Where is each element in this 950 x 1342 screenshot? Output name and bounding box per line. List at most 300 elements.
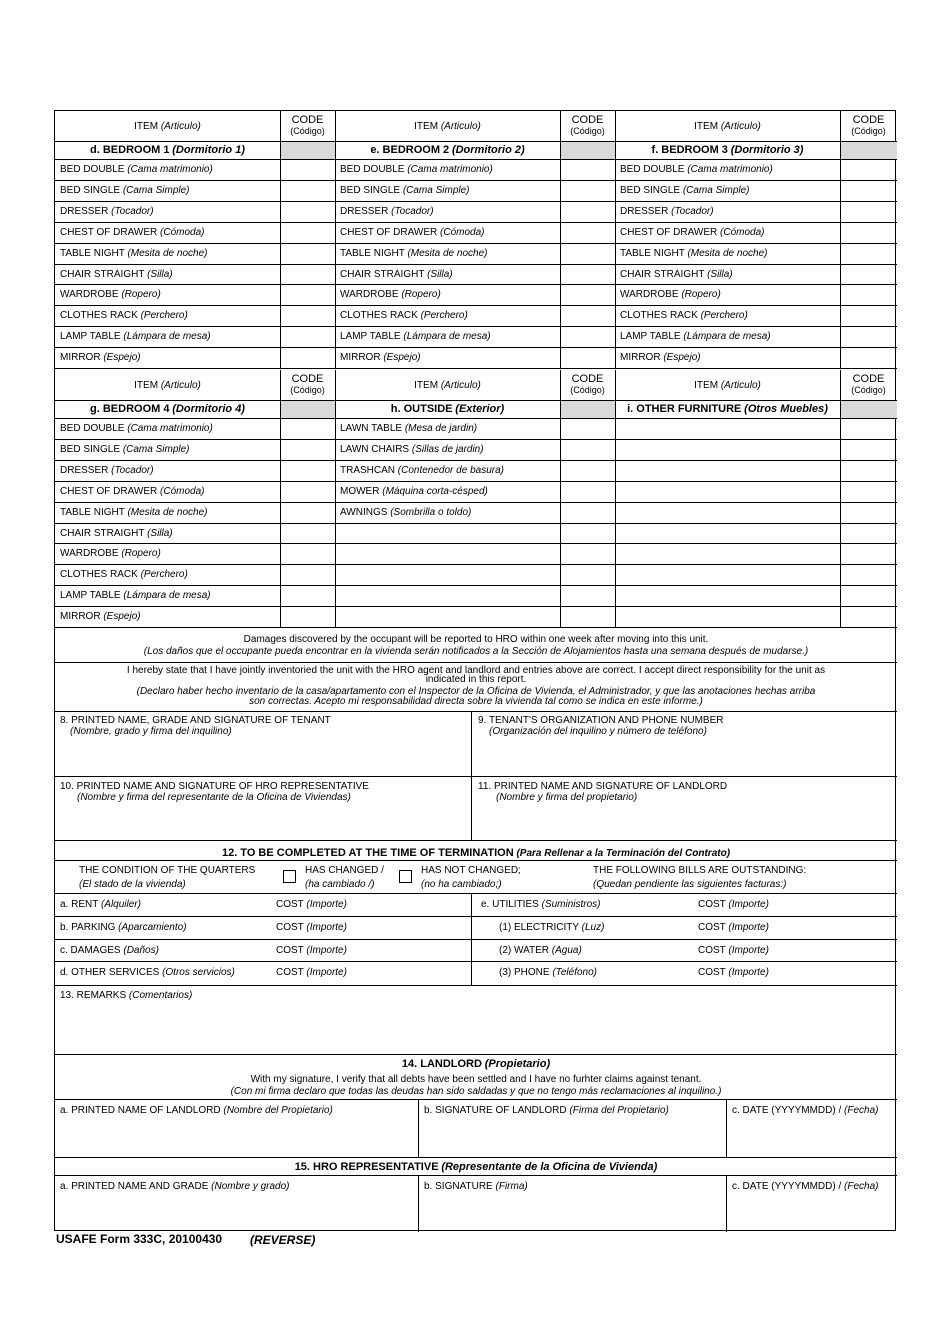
code-input[interactable] bbox=[562, 266, 613, 283]
code-input[interactable] bbox=[842, 349, 895, 366]
landlord-date-label-es: (Fecha) bbox=[844, 1105, 879, 1116]
rule bbox=[55, 893, 897, 894]
item-name: CLOTHES RACK bbox=[60, 569, 138, 581]
has-changed-checkbox[interactable] bbox=[283, 870, 296, 883]
rule bbox=[335, 370, 336, 627]
item-name-es: (Espejo) bbox=[103, 352, 141, 364]
inventory-item bbox=[340, 310, 468, 322]
item-column-header bbox=[55, 121, 280, 133]
landlord-signature-field[interactable] bbox=[475, 805, 893, 839]
rule bbox=[55, 916, 897, 917]
inventory-form bbox=[54, 110, 896, 1231]
inventory-item bbox=[60, 590, 211, 602]
rule bbox=[55, 400, 897, 401]
shaded-cell bbox=[281, 401, 335, 418]
code-input[interactable] bbox=[282, 224, 333, 241]
landlord-signature-field[interactable] bbox=[421, 1119, 723, 1155]
item-name: TABLE NIGHT bbox=[60, 247, 125, 259]
item-name: WARDROBE bbox=[60, 289, 119, 301]
item-name: CLOTHES RACK bbox=[340, 310, 418, 322]
inventory-item bbox=[340, 164, 493, 176]
hro-date-label: c. DATE (YYYYMMDD) / bbox=[732, 1181, 842, 1192]
code-input[interactable] bbox=[562, 203, 613, 220]
rule bbox=[840, 111, 841, 368]
tenant-organization-label: 9. TENANT'S ORGANIZATION AND PHONE NUMBER bbox=[478, 715, 724, 726]
code-input[interactable] bbox=[282, 420, 333, 437]
item-name-es: (Perchero) bbox=[140, 310, 188, 322]
code-input[interactable] bbox=[562, 224, 613, 241]
code-input[interactable] bbox=[562, 161, 613, 178]
code-label-es: (Código) bbox=[570, 126, 605, 136]
code-input[interactable] bbox=[562, 483, 613, 500]
code-input[interactable] bbox=[562, 349, 613, 366]
utility-item-es: (Agua) bbox=[551, 945, 582, 956]
rule bbox=[615, 111, 616, 368]
hro-date-label-es: (Fecha) bbox=[844, 1181, 879, 1192]
item-name: CHEST OF DRAWER bbox=[60, 485, 158, 497]
code-input[interactable] bbox=[282, 545, 333, 562]
code-input[interactable] bbox=[282, 161, 333, 178]
item-header-es: (Articulo) bbox=[720, 121, 761, 132]
code-input[interactable] bbox=[562, 545, 613, 562]
cost-input-right[interactable] bbox=[775, 963, 893, 981]
code-label-es: (Código) bbox=[851, 126, 886, 136]
code-input[interactable] bbox=[562, 307, 613, 324]
rule bbox=[55, 418, 897, 419]
item-name: MIRROR bbox=[60, 352, 101, 364]
item-column-header bbox=[615, 121, 840, 133]
landlord-signature-header bbox=[424, 1105, 669, 1117]
section-title-es: (Exterior) bbox=[455, 403, 505, 415]
code-input[interactable] bbox=[562, 286, 613, 303]
code-input[interactable] bbox=[562, 420, 613, 437]
item-name-es: (Lámpara de mesa) bbox=[123, 590, 211, 602]
code-column-header bbox=[560, 374, 615, 396]
item-name: DRESSER bbox=[60, 205, 109, 217]
landlord-statement-es: (Con mi firma declaro que todas las deudas han sido saldadas y que no tengo más reclamaciones al inquilino.) bbox=[230, 1086, 722, 1097]
hro-sig-label: b. SIGNATURE bbox=[424, 1181, 493, 1192]
inventory-item bbox=[340, 269, 453, 281]
cost-label: COST bbox=[698, 899, 726, 910]
item-name: CLOTHES RACK bbox=[620, 310, 698, 322]
item-header: ITEM bbox=[134, 121, 159, 132]
termination-title-es: (Para Rellenar a la Terminación del Contrato) bbox=[516, 848, 731, 859]
item-name-es: (Silla) bbox=[147, 527, 173, 539]
code-input[interactable] bbox=[842, 566, 895, 583]
code-input[interactable] bbox=[282, 504, 333, 521]
item-name-es: (Mesa de jardin) bbox=[404, 423, 478, 434]
rule bbox=[560, 370, 561, 627]
item-name-es: (Cama matrimonio) bbox=[687, 164, 773, 175]
cost-field-right bbox=[698, 945, 769, 957]
inventory-item bbox=[620, 206, 714, 218]
bill-row-left bbox=[60, 945, 159, 957]
cost-label: COST bbox=[698, 922, 726, 933]
landlord-sig-label-es: (Firma del Propietario) bbox=[569, 1105, 669, 1116]
code-input[interactable] bbox=[842, 545, 895, 562]
code-input[interactable] bbox=[842, 328, 895, 345]
tenant-signature-field[interactable] bbox=[57, 739, 467, 775]
code-input[interactable] bbox=[282, 182, 333, 199]
inventory-item bbox=[340, 444, 484, 456]
code-label: CODE bbox=[571, 114, 604, 126]
item-name-es: (Ropero) bbox=[401, 289, 441, 301]
hro-name-field[interactable] bbox=[57, 1195, 415, 1229]
inventory-item bbox=[620, 227, 764, 239]
rule bbox=[55, 627, 897, 628]
rule bbox=[55, 305, 897, 306]
section-title-es: (Dormitorio 3) bbox=[730, 144, 804, 156]
item-name-es: (Cómoda) bbox=[160, 226, 205, 238]
rule bbox=[55, 201, 897, 202]
item-name: LAMP TABLE bbox=[60, 331, 121, 343]
utility-item: (3) PHONE bbox=[499, 967, 550, 978]
code-input[interactable] bbox=[842, 608, 895, 625]
section-title: f. BEDROOM 3 bbox=[651, 144, 728, 156]
rule bbox=[55, 860, 897, 861]
hro-sig-label-es: (Firma) bbox=[495, 1181, 528, 1192]
inventory-item bbox=[620, 185, 750, 197]
rule bbox=[55, 543, 897, 544]
landlord-name-label: a. PRINTED NAME OF LANDLORD bbox=[60, 1105, 221, 1116]
item-name-es: (Silla) bbox=[707, 268, 733, 280]
item-header-es: (Articulo) bbox=[160, 121, 201, 132]
item-column-header bbox=[335, 380, 560, 392]
item-name-es: (Espejo) bbox=[663, 352, 701, 364]
item-header: ITEM bbox=[694, 380, 719, 391]
remarks-field[interactable] bbox=[57, 1005, 893, 1053]
inventory-item bbox=[620, 269, 733, 281]
rule bbox=[55, 961, 897, 962]
has-changed-label: HAS CHANGED / bbox=[305, 865, 384, 876]
item-name: BED DOUBLE bbox=[340, 164, 405, 175]
bill-item-es: (Otros servicios) bbox=[162, 967, 235, 978]
code-input[interactable] bbox=[842, 224, 895, 241]
rule bbox=[55, 606, 897, 607]
cost-label: COST bbox=[276, 899, 304, 910]
code-input[interactable] bbox=[282, 566, 333, 583]
rule bbox=[335, 111, 336, 368]
bill-row-right bbox=[499, 922, 604, 934]
bill-item-es: (Aparcamiento) bbox=[118, 922, 187, 933]
code-input[interactable] bbox=[842, 441, 895, 458]
item-column-header bbox=[615, 380, 840, 392]
cost-label-es: (Importe) bbox=[728, 922, 769, 933]
rule bbox=[55, 368, 897, 369]
item-column-header bbox=[55, 380, 280, 392]
statement-text-es: (Declaro haber hecho inventario de la casa/apartamento con el Inspector de la Oficina de Vivienda, el Administrador, y que las anotaciones hechas arriba bbox=[136, 686, 816, 697]
cost-input-left[interactable] bbox=[355, 963, 465, 981]
cost-label-es: (Importe) bbox=[728, 899, 769, 910]
cost-field-left bbox=[276, 899, 347, 911]
landlord-signature-label: 11. PRINTED NAME AND SIGNATURE OF LANDLORD bbox=[478, 781, 728, 792]
landlord-name-field[interactable] bbox=[57, 1119, 415, 1155]
rule bbox=[55, 159, 897, 160]
code-input[interactable] bbox=[842, 525, 895, 542]
cost-field-left bbox=[276, 922, 347, 934]
has-not-changed-checkbox[interactable] bbox=[399, 870, 412, 883]
inventory-item bbox=[340, 331, 491, 343]
damages-text-es: (Los daños que el occupante pueda encontrar en la vivienda serán notificados a la Sección de Alojamientos hasta una semana después de mudarse.) bbox=[143, 646, 809, 657]
code-input[interactable] bbox=[562, 587, 613, 604]
code-column-header bbox=[280, 374, 335, 396]
bills-label: THE FOLLOWING BILLS ARE OUTSTANDING: bbox=[593, 865, 807, 876]
item-name: BED DOUBLE bbox=[60, 164, 125, 175]
item-name: CHAIR STRAIGHT bbox=[620, 268, 705, 280]
item-name: TABLE NIGHT bbox=[60, 506, 125, 518]
item-name: WARDROBE bbox=[60, 548, 119, 560]
rule bbox=[55, 662, 897, 663]
code-input[interactable] bbox=[842, 483, 895, 500]
inventory-item bbox=[340, 465, 504, 477]
termination-title: 12. TO BE COMPLETED AT THE TIME OF TERMINATION bbox=[221, 847, 514, 859]
code-input[interactable] bbox=[562, 182, 613, 199]
shaded-cell bbox=[561, 142, 615, 159]
section-title-es: (Dormitorio 2) bbox=[451, 144, 525, 156]
hro-rep-signature-field[interactable] bbox=[421, 1195, 723, 1229]
section-title: i. OTHER FURNITURE bbox=[627, 403, 742, 415]
bill-item-es: (Daños) bbox=[123, 945, 159, 956]
item-header-es: (Articulo) bbox=[440, 121, 481, 132]
code-input[interactable] bbox=[562, 441, 613, 458]
item-name: LAMP TABLE bbox=[60, 590, 121, 602]
inventory-item bbox=[60, 185, 190, 197]
inventory-item bbox=[60, 528, 173, 540]
code-input[interactable] bbox=[282, 483, 333, 500]
code-input[interactable] bbox=[562, 525, 613, 542]
cost-input-left[interactable] bbox=[355, 941, 465, 959]
cost-input-right[interactable] bbox=[775, 918, 893, 936]
section-title-row bbox=[335, 144, 560, 157]
cost-label-es: (Importe) bbox=[728, 945, 769, 956]
item-header: ITEM bbox=[414, 380, 439, 391]
code-label-es: (Código) bbox=[290, 126, 325, 136]
form-reverse-label: (REVERSE) bbox=[250, 1233, 316, 1247]
item-name-es: (Mesita de noche) bbox=[687, 247, 768, 259]
code-input[interactable] bbox=[842, 203, 895, 220]
code-column-header bbox=[840, 374, 897, 396]
item-name-es: (Sombrilla o toldo) bbox=[390, 506, 472, 518]
cost-label-es: (Importe) bbox=[306, 922, 347, 933]
remarks-header bbox=[60, 990, 192, 1002]
code-label: CODE bbox=[291, 114, 324, 126]
code-input[interactable] bbox=[282, 286, 333, 303]
code-input[interactable] bbox=[842, 266, 895, 283]
code-input[interactable] bbox=[282, 441, 333, 458]
bill-row-right bbox=[481, 899, 600, 911]
code-input[interactable] bbox=[282, 328, 333, 345]
rule bbox=[55, 1157, 897, 1158]
item-name-es: (Tocador) bbox=[111, 464, 154, 476]
remarks-label: 13. REMARKS bbox=[60, 990, 127, 1001]
section-title-row bbox=[55, 144, 280, 157]
rule bbox=[55, 347, 897, 348]
item-name: CHEST OF DRAWER bbox=[60, 226, 158, 238]
cost-input-left[interactable] bbox=[355, 918, 465, 936]
hro-signature-label-es: (Nombre y firma del representante de la Oficina de Viviendas) bbox=[77, 792, 351, 803]
condition-label-es: (El stado de la vivienda) bbox=[79, 879, 186, 890]
has-not-changed-label: HAS NOT CHANGED; bbox=[421, 865, 521, 876]
code-input[interactable] bbox=[282, 587, 333, 604]
bill-item: b. PARKING bbox=[60, 922, 116, 933]
inventory-item bbox=[620, 310, 748, 322]
rule bbox=[280, 370, 281, 627]
item-name: MIRROR bbox=[340, 352, 381, 364]
code-input[interactable] bbox=[562, 504, 613, 521]
code-input[interactable] bbox=[282, 349, 333, 366]
item-name: CLOTHES RACK bbox=[60, 310, 138, 322]
tenant-signature-label-es: (Nombre, grado y firma del inquilino) bbox=[70, 726, 232, 737]
item-name: DRESSER bbox=[60, 464, 109, 476]
code-label-es: (Código) bbox=[290, 385, 325, 395]
item-name-es: (Sillas de jardin) bbox=[411, 443, 484, 455]
inventory-item bbox=[620, 164, 773, 176]
item-name-es: (Cama Simple) bbox=[122, 184, 190, 196]
section-title: h. OUTSIDE bbox=[390, 403, 453, 415]
inventory-item bbox=[60, 331, 211, 343]
item-name-es: (Tocador) bbox=[671, 205, 714, 217]
cost-input-right[interactable] bbox=[775, 941, 893, 959]
section-title-row bbox=[335, 403, 560, 416]
code-input[interactable] bbox=[842, 307, 895, 324]
inventory-item bbox=[60, 423, 213, 435]
code-label: CODE bbox=[571, 373, 604, 385]
rule bbox=[418, 1175, 419, 1232]
item-header-es: (Articulo) bbox=[440, 380, 481, 391]
rule bbox=[55, 523, 897, 524]
shaded-cell bbox=[281, 142, 335, 159]
code-input[interactable] bbox=[842, 462, 895, 479]
item-name-es: (Cama matrimonio) bbox=[407, 164, 493, 175]
item-name: CHEST OF DRAWER bbox=[620, 226, 718, 238]
item-name: TABLE NIGHT bbox=[620, 247, 685, 259]
item-name: BED SINGLE bbox=[60, 443, 121, 455]
rule bbox=[55, 243, 897, 244]
item-name: AWNINGS bbox=[340, 506, 388, 518]
landlord-date-field[interactable] bbox=[729, 1119, 893, 1155]
rule bbox=[55, 1099, 897, 1100]
cost-label-es: (Importe) bbox=[306, 945, 347, 956]
item-name: BED DOUBLE bbox=[60, 423, 125, 434]
item-name-es: (Lámpara de mesa) bbox=[683, 331, 771, 343]
has-changed-label-es: (ha cambiado /) bbox=[305, 879, 375, 890]
code-input[interactable] bbox=[562, 608, 613, 625]
item-name-es: (Cama Simple) bbox=[122, 443, 190, 455]
code-input[interactable] bbox=[282, 462, 333, 479]
item-name-es: (Lámpara de mesa) bbox=[123, 331, 211, 343]
item-name-es: (Ropero) bbox=[121, 289, 161, 301]
cost-label: COST bbox=[276, 922, 304, 933]
code-input[interactable] bbox=[842, 286, 895, 303]
landlord-date-label: c. DATE (YYYYMMDD) / bbox=[732, 1105, 842, 1116]
item-name-es: (Lámpara de mesa) bbox=[403, 331, 491, 343]
item-name: LAMP TABLE bbox=[620, 331, 681, 343]
item-name: DRESSER bbox=[620, 205, 669, 217]
item-name-es: (Contenedor de basura) bbox=[397, 464, 504, 476]
code-input[interactable] bbox=[562, 462, 613, 479]
code-input[interactable] bbox=[842, 587, 895, 604]
cost-label: COST bbox=[698, 967, 726, 978]
code-input[interactable] bbox=[842, 182, 895, 199]
item-name-es: (Cama matrimonio) bbox=[127, 423, 213, 434]
item-column-header bbox=[335, 121, 560, 133]
cost-input-right[interactable] bbox=[775, 895, 893, 913]
landlord-title: 14. LANDLORD bbox=[401, 1058, 482, 1070]
code-input[interactable] bbox=[282, 307, 333, 324]
rule bbox=[55, 711, 897, 712]
code-label-es: (Código) bbox=[570, 385, 605, 395]
rule bbox=[55, 326, 897, 327]
bill-row-right bbox=[499, 967, 597, 979]
utility-item: (1) ELECTRICITY bbox=[499, 922, 579, 933]
code-input[interactable] bbox=[282, 525, 333, 542]
cost-input-left[interactable] bbox=[355, 895, 465, 913]
remarks-label-es: (Comentarios) bbox=[128, 990, 193, 1001]
hro-date-header bbox=[732, 1181, 879, 1193]
item-header: ITEM bbox=[134, 380, 159, 391]
inventory-item bbox=[60, 352, 141, 364]
section-title-es: (Dormitorio 4) bbox=[172, 403, 245, 415]
statement-text: I hereby state that I have jointly inventoried the unit with the HRO agent and landlord and entries above are correct. I accept direct responsibility for the unit as bbox=[126, 665, 826, 676]
rule bbox=[55, 284, 897, 285]
bill-row-left bbox=[60, 899, 141, 911]
inventory-item bbox=[620, 331, 771, 343]
item-name-es: (Mesita de noche) bbox=[127, 506, 208, 518]
item-header: ITEM bbox=[414, 121, 439, 132]
landlord-signature-label-es: (Nombre y firma del propietario) bbox=[496, 792, 638, 803]
hro-name-header bbox=[60, 1181, 290, 1193]
item-name: WARDROBE bbox=[340, 289, 399, 301]
shaded-cell bbox=[841, 401, 897, 418]
code-input[interactable] bbox=[282, 266, 333, 283]
tenant-organization-field[interactable] bbox=[475, 739, 893, 775]
utility-item: (2) WATER bbox=[499, 945, 549, 956]
rule bbox=[726, 1099, 727, 1157]
item-name: LAMP TABLE bbox=[340, 331, 401, 343]
bill-item: d. OTHER SERVICES bbox=[60, 967, 160, 978]
code-label: CODE bbox=[291, 373, 324, 385]
item-header-es: (Articulo) bbox=[720, 380, 761, 391]
hro-name-label-es: (Nombre y grado) bbox=[211, 1181, 290, 1192]
item-name-es: (Silla) bbox=[147, 268, 173, 280]
rule bbox=[55, 1054, 897, 1055]
code-input[interactable] bbox=[842, 420, 895, 437]
inventory-item bbox=[60, 164, 213, 176]
hro-date-field[interactable] bbox=[729, 1195, 893, 1229]
code-label: CODE bbox=[852, 373, 885, 385]
code-input[interactable] bbox=[562, 328, 613, 345]
code-input[interactable] bbox=[562, 245, 613, 262]
code-input[interactable] bbox=[282, 245, 333, 262]
inventory-item bbox=[340, 507, 471, 519]
statement-text-es-2: son correctas. Acepto mi responsabilidad directa sobre la vivienda tal como se indica en este informe.) bbox=[249, 696, 703, 707]
hro-signature-field[interactable] bbox=[57, 805, 467, 839]
landlord-statement: With my signature, I verify that all debts have been settled and I have no furhter claims against tenant. bbox=[250, 1074, 702, 1085]
cost-field-left bbox=[276, 967, 347, 979]
code-input[interactable] bbox=[842, 245, 895, 262]
code-label-es: (Código) bbox=[851, 385, 886, 395]
inventory-item bbox=[60, 548, 161, 560]
code-input[interactable] bbox=[562, 566, 613, 583]
code-input[interactable] bbox=[842, 504, 895, 521]
item-name-es: (Espejo) bbox=[103, 611, 141, 623]
inventory-item bbox=[60, 206, 154, 218]
shaded-cell bbox=[841, 142, 897, 159]
code-input[interactable] bbox=[842, 161, 895, 178]
rule bbox=[55, 776, 897, 777]
code-input[interactable] bbox=[282, 203, 333, 220]
code-input[interactable] bbox=[282, 608, 333, 625]
